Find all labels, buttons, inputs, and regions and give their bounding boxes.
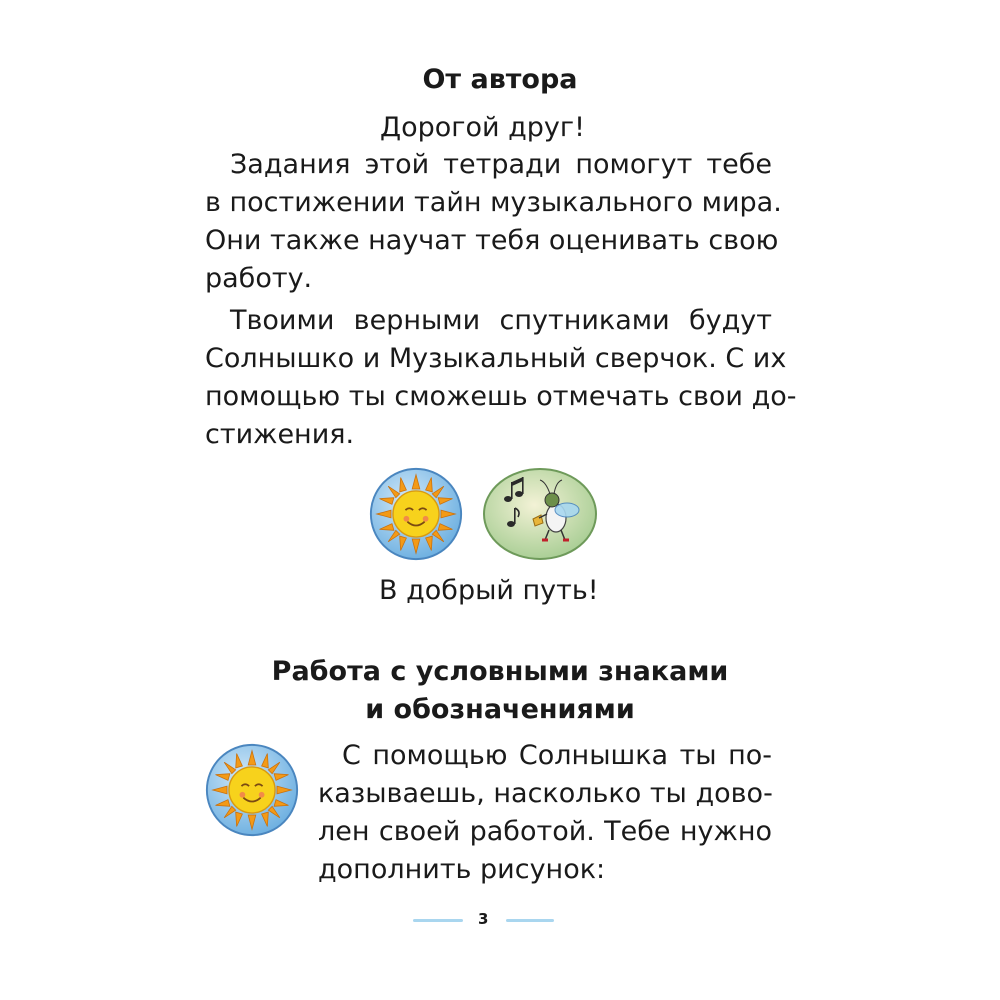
section-paragraph-line: дополнить рисунок: xyxy=(318,854,606,885)
paragraph-2-line: Солнышко и Музыкальный сверчок. С их xyxy=(205,343,787,374)
section-title: Работа с условными знаками xyxy=(271,656,729,687)
paragraph-1-line: Они также научат тебя оценивать свою xyxy=(205,225,779,256)
section-paragraph-line: С помощью Солнышка ты по- xyxy=(342,740,772,771)
music-cricket-icon xyxy=(481,466,599,562)
farewell: В добрый путь! xyxy=(379,575,599,606)
paragraph-1-line: работу. xyxy=(205,263,313,294)
paragraph-2-line: стижения. xyxy=(205,419,355,450)
preface-title: От автора xyxy=(422,64,578,95)
sun-icon xyxy=(368,466,464,562)
paragraph-1-line: Задания этой тетради помогут тебе xyxy=(230,149,772,180)
sun-icon xyxy=(204,742,300,838)
section-paragraph-line: лен своей работой. Тебе нужно xyxy=(318,816,772,847)
paragraph-2-line: помощью ты сможешь отмечать свои до- xyxy=(205,381,797,412)
paragraph-2-line: Твоими верными спутниками будут xyxy=(230,305,772,336)
section-title-continued: и обозначениями xyxy=(365,694,635,725)
paragraph-1-line: в постижении тайн музыкального мира. xyxy=(205,187,782,218)
page-number: 3 xyxy=(478,910,489,928)
footer-rule-right xyxy=(506,919,554,922)
footer-rule-left xyxy=(413,919,463,922)
section-paragraph-line: казываешь, насколько ты дово- xyxy=(318,778,773,809)
greeting: Дорогой друг! xyxy=(380,112,585,143)
